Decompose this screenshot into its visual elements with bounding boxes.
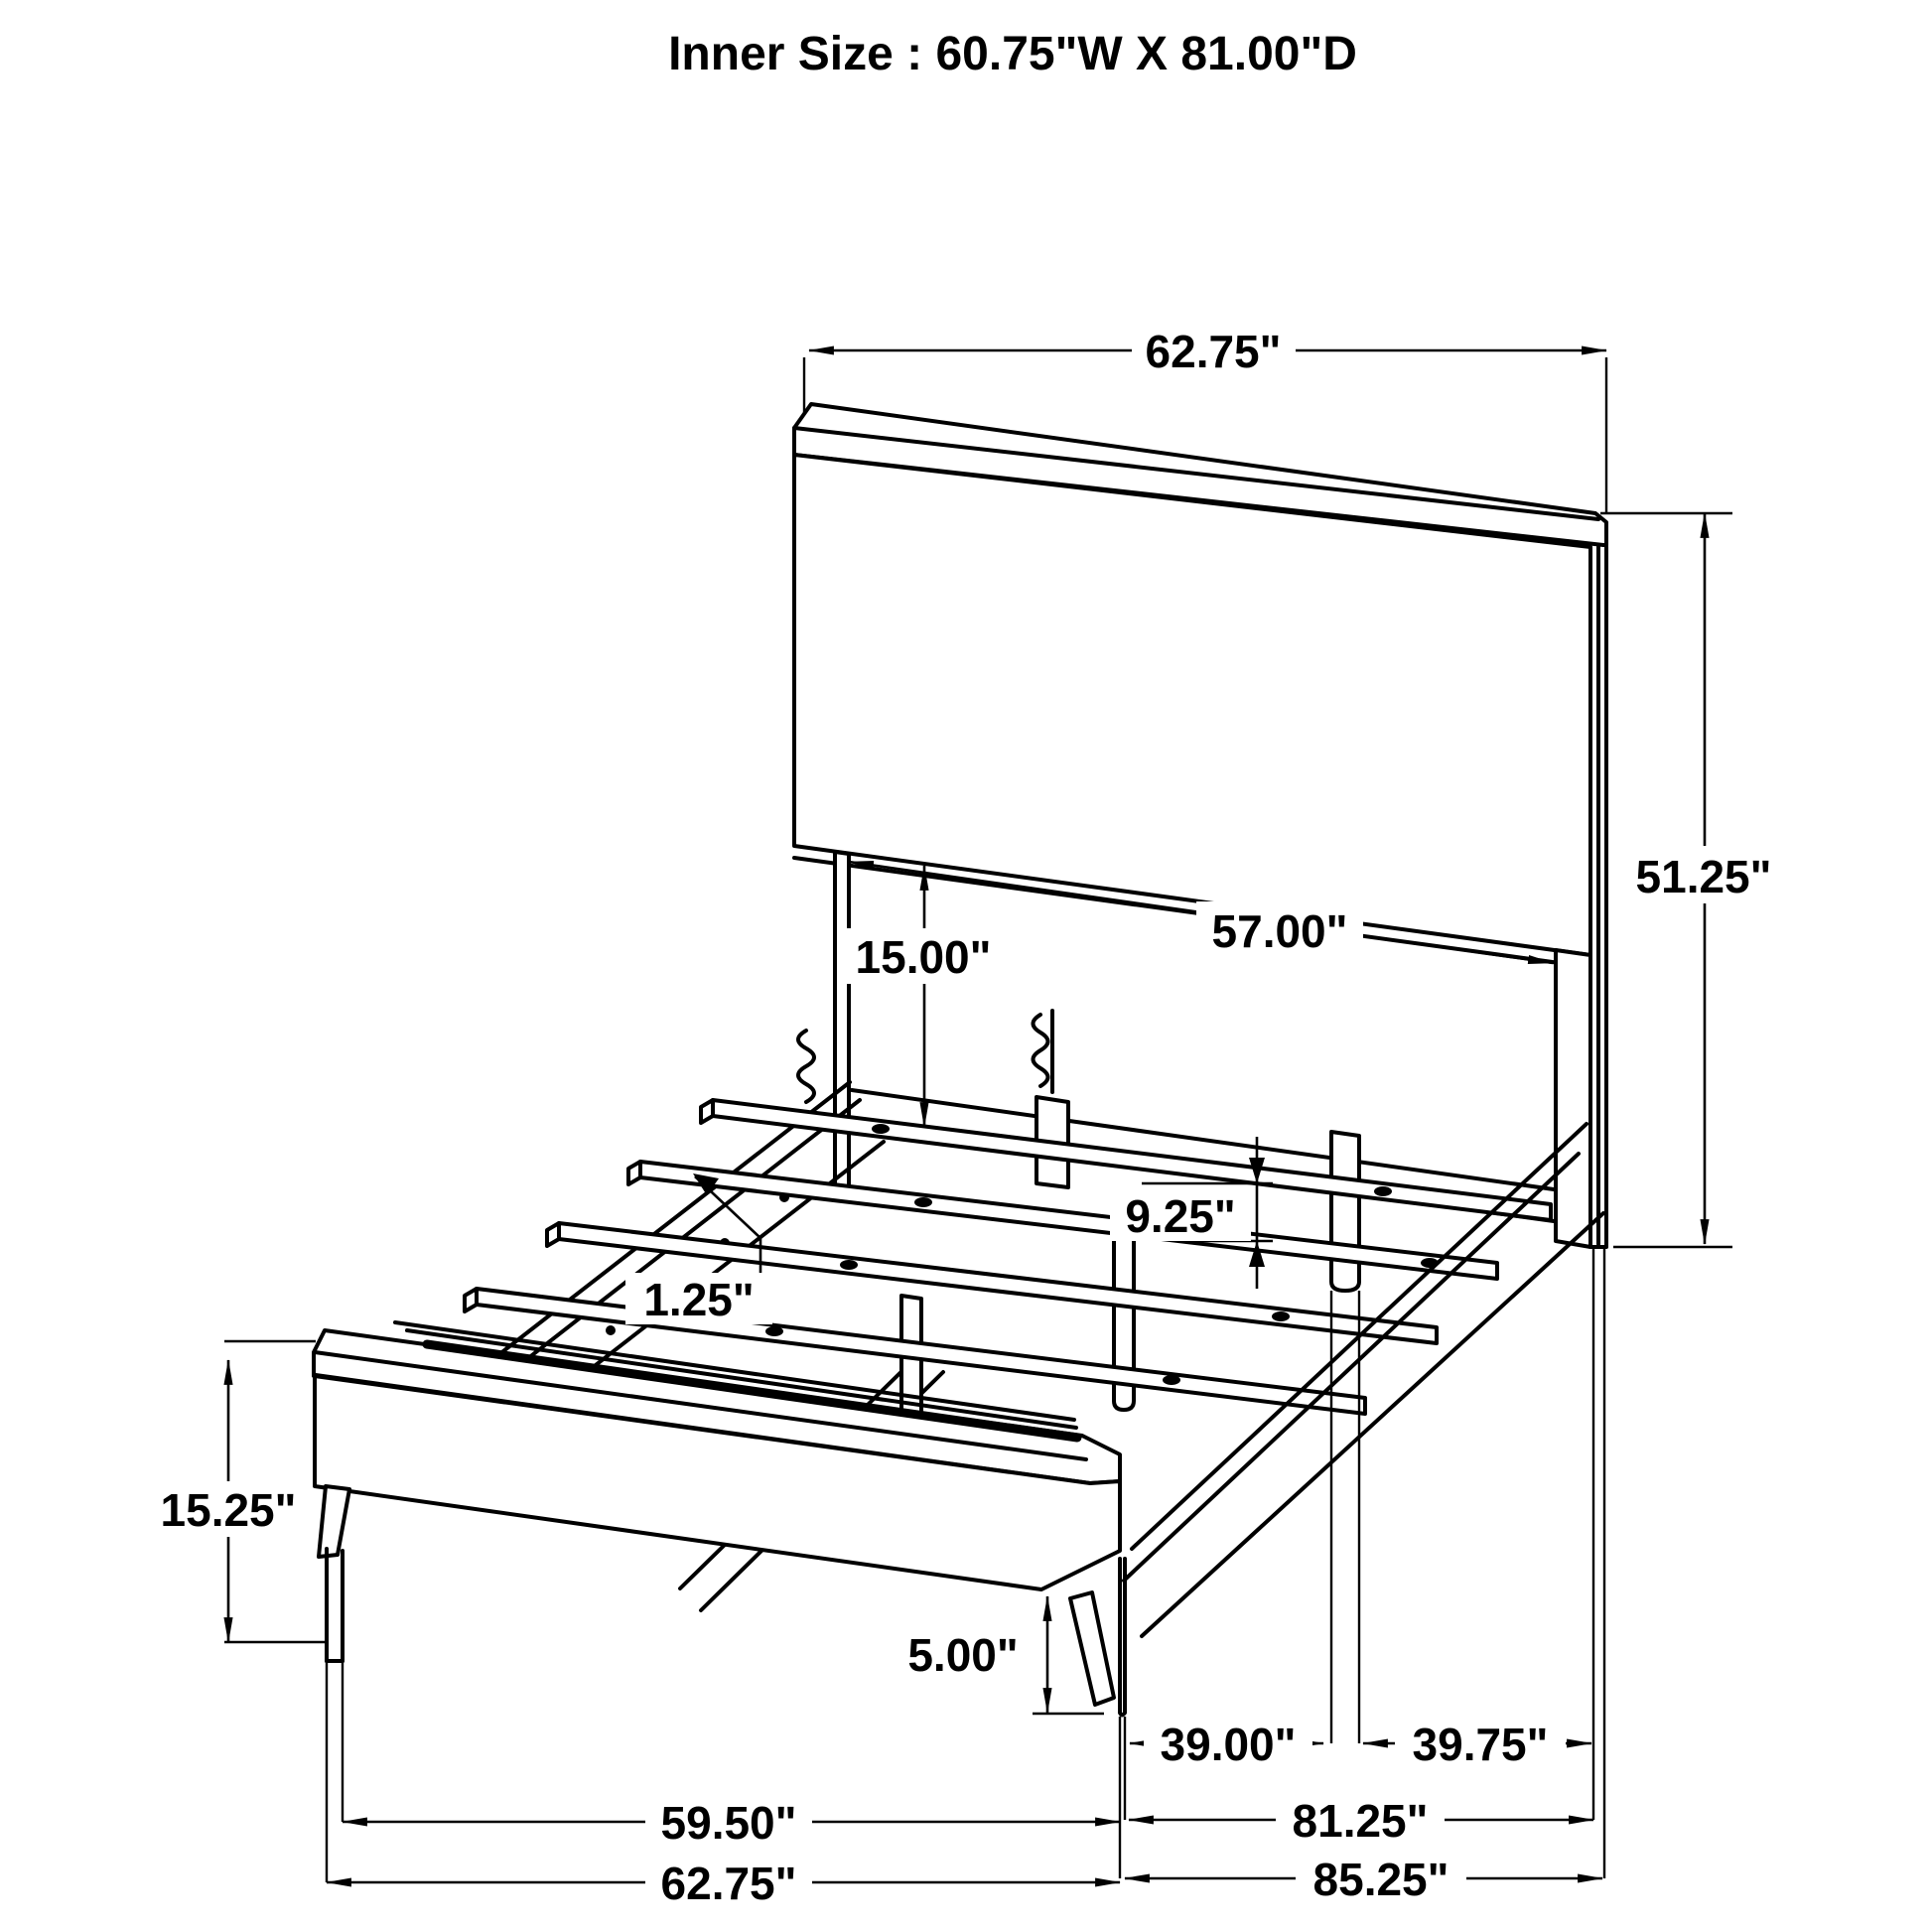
support-leg bbox=[1331, 1132, 1359, 1291]
headboard-right-post bbox=[1556, 950, 1590, 1247]
dim-slat-thickness: 1.25" bbox=[643, 1274, 755, 1325]
dim-headboard-clearance: 15.00" bbox=[855, 931, 992, 983]
headboard-left-leg bbox=[835, 852, 849, 1188]
footboard-front-right-leg bbox=[1070, 1592, 1114, 1705]
headboard bbox=[794, 404, 1606, 1247]
dim-footboard-height: 15.25" bbox=[160, 1484, 297, 1536]
dim-inner-width-bottom: 59.50" bbox=[660, 1797, 797, 1849]
dim-overall-width-bottom: 62.75" bbox=[660, 1858, 797, 1909]
dim-top-width: 62.75" bbox=[1145, 326, 1282, 377]
dim-rear-span: 39.75" bbox=[1412, 1719, 1549, 1770]
rail-hook-bracket-icon bbox=[798, 1031, 814, 1102]
dim-inner-depth: 81.25" bbox=[1292, 1795, 1429, 1847]
dimension-labels bbox=[147, 28, 1789, 1910]
dim-overall-depth: 85.25" bbox=[1312, 1854, 1449, 1905]
diagram-title: Inner Size : 60.75"W X 81.00"D bbox=[668, 28, 1357, 80]
footboard-front-left-leg bbox=[319, 1486, 349, 1557]
dim-leg-height: 5.00" bbox=[907, 1629, 1019, 1681]
dim-slat-spacing: 9.25" bbox=[1125, 1190, 1236, 1242]
dim-inner-width: 57.00" bbox=[1211, 905, 1348, 957]
center-hook-bracket-icon bbox=[1034, 1015, 1048, 1086]
dim-headboard-height: 51.25" bbox=[1635, 851, 1772, 902]
dim-front-span: 39.00" bbox=[1160, 1719, 1297, 1770]
